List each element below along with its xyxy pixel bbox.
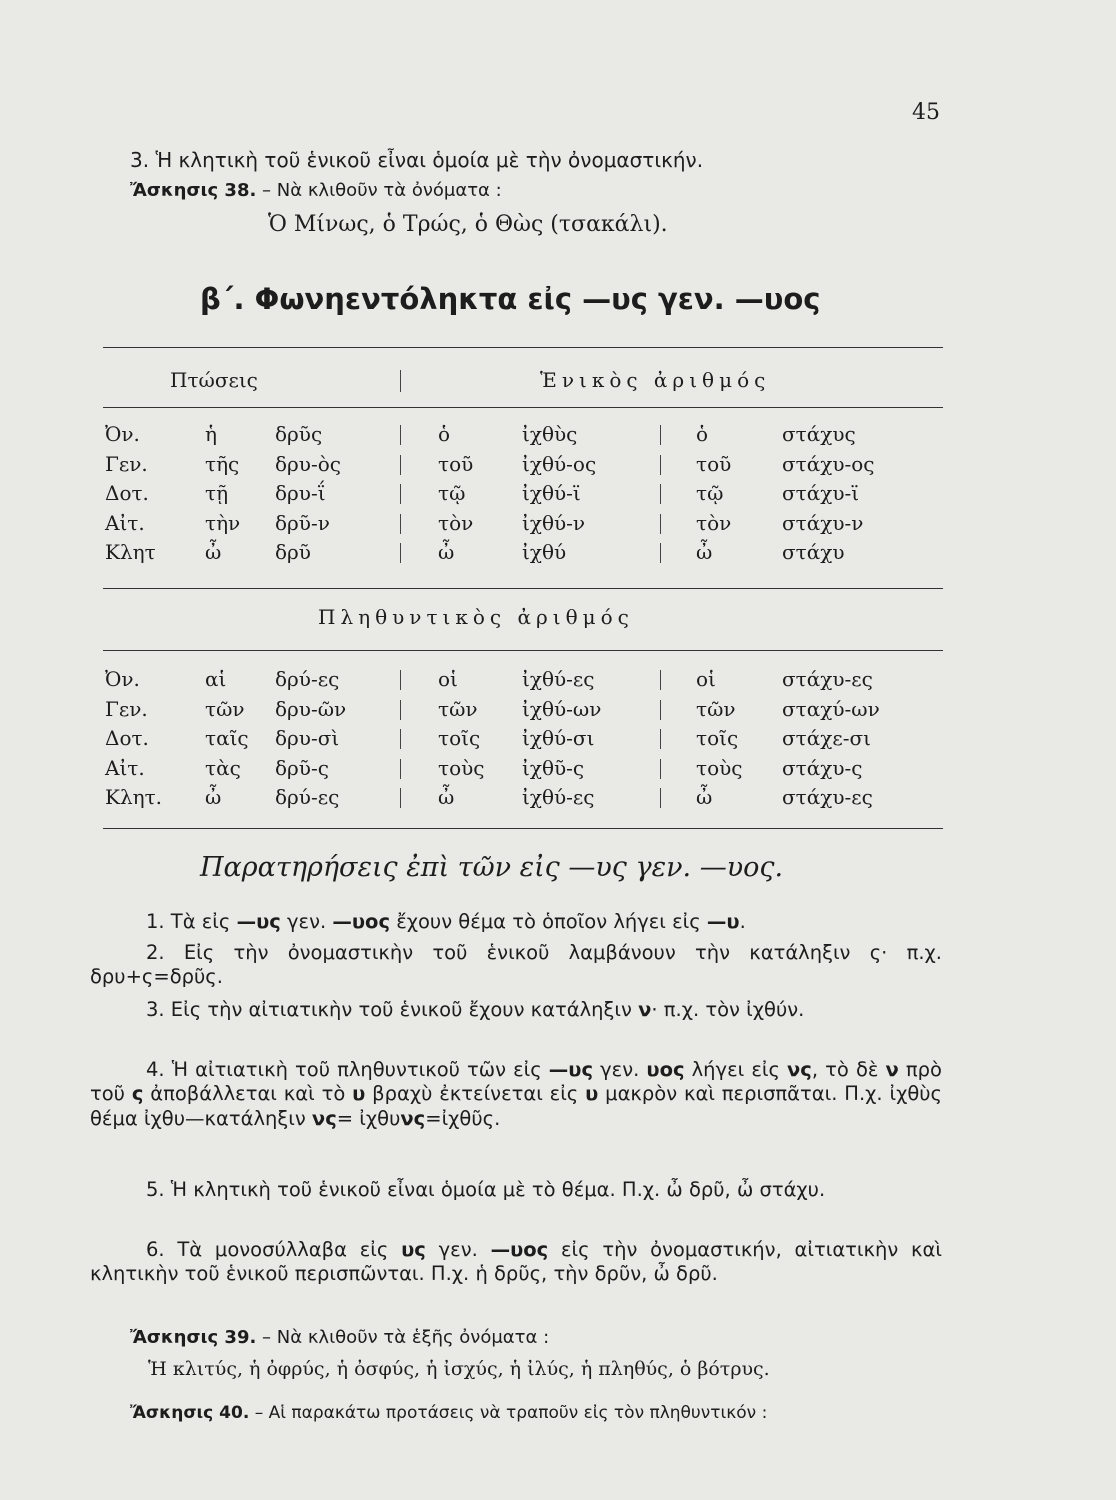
- note-4-text-g: βραχὺ ἐκτείνεται εἰς: [365, 1082, 586, 1106]
- note-4-ending-h: νς: [311, 1106, 337, 1130]
- plural-row-3-word-3: στάχε-σι: [782, 726, 871, 750]
- note-4-text-b: γεν.: [593, 1058, 647, 1081]
- plural-row-5-separator-2: [660, 788, 661, 808]
- note-4-text-h: μακρὸν καὶ περισπᾶται. Π.χ. ἰχθὺς θέμα ἰχθυ—κατάληξιν: [90, 1082, 942, 1130]
- plural-row-2-word-3: σταχύ-ων: [782, 696, 880, 721]
- singular-row-1-word-2: ἰχθὺς: [522, 422, 578, 446]
- singular-row-5-separator-2: [660, 543, 661, 563]
- plural-row-3-article-3: τοῖς: [696, 726, 739, 750]
- singular-row-2-article-1: τῆς: [205, 451, 240, 476]
- note-4-text-f: ἀποβάλλεται καὶ τὸ: [143, 1082, 353, 1106]
- singular-row-2-separator-2: [660, 455, 661, 475]
- note-4-ending-b: υος: [646, 1058, 685, 1081]
- singular-row-1-article-2: ὁ: [438, 422, 451, 446]
- plural-row-1-separator-1: [400, 670, 401, 690]
- plural-row-4-article-3: τοὺς: [696, 755, 743, 780]
- singular-row-5-article-2: ὦ: [438, 540, 455, 564]
- note-1: [130, 910, 942, 934]
- plural-row-2-separator-1: [400, 700, 401, 720]
- note-1-text-c: ἔχουν θέμα τὸ ὁποῖον λήγει εἰς: [390, 910, 707, 933]
- plural-row-1-word-3: στάχυ-ες: [782, 667, 873, 691]
- singular-row-4-separator-1: [400, 514, 401, 534]
- note-6: [90, 1238, 942, 1287]
- table-rule-top: [103, 347, 943, 348]
- note-4-ending-g: υ: [585, 1082, 599, 1106]
- singular-row-1-word-3: στάχυς: [782, 422, 856, 446]
- note-4-ending-f: υ: [352, 1082, 366, 1106]
- singular-row-3-word-2: ἰχθύ-ϊ: [522, 481, 581, 505]
- plural-row-5-article-3: ὦ: [696, 785, 713, 809]
- singular-row-2-article-3: τοῦ: [696, 451, 732, 476]
- singular-row-2-article-2: τοῦ: [438, 451, 474, 476]
- note-1-ending-c: —υ: [706, 910, 740, 933]
- singular-row-1-separator-2: [660, 425, 661, 445]
- exercise-38-words: Ὁ Μίνως, ὁ Τρώς, ὁ Θὼς (τσακάλι).: [268, 212, 668, 237]
- note-4-ending-d: ν: [885, 1058, 899, 1081]
- section-heading: β΄. Φωνηεντόληκτα εἰς —υς γεν. —υος: [200, 282, 821, 316]
- singular-row-5-word-3: στάχυ: [782, 540, 845, 564]
- note-4-text-d: , τὸ δὲ: [811, 1058, 886, 1081]
- singular-row-4-article-2: τὸν: [438, 510, 474, 535]
- singular-row-4-case: Αἰτ.: [105, 510, 145, 535]
- plural-row-3-word-1: δρυ-σὶ: [275, 726, 340, 750]
- note-6-ending-a: υς: [401, 1238, 426, 1261]
- exercise-39-words: Ἡ κλιτύς, ἡ ὀφρύς, ἡ ὀσφύς, ἡ ἰσχύς, ἡ ἰλύς, ἡ πληθύς, ὁ βότρυς.: [148, 1358, 770, 1380]
- plural-row-5-word-1: δρύ-ες: [275, 785, 340, 809]
- plural-row-2-separator-2: [660, 700, 661, 720]
- plural-row-1-word-2: ἰχθύ-ες: [522, 667, 595, 691]
- plural-row-5-article-1: ὦ: [205, 785, 222, 809]
- plural-row-1-article-3: οἱ: [696, 667, 716, 691]
- singular-row-2-separator-1: [400, 455, 401, 475]
- plural-row-3-separator-1: [400, 729, 401, 749]
- note-4-ending-e: ς: [131, 1082, 144, 1106]
- plural-row-5-word-2: ἰχθύ-ες: [522, 785, 595, 809]
- note-4-ending-i: νς: [400, 1106, 426, 1130]
- singular-row-1-case: Ὀν.: [105, 422, 140, 446]
- plural-row-3-case: Δοτ.: [105, 726, 149, 750]
- note-3-text-b: · π.χ. τὸν ἰχθύν.: [651, 998, 805, 1021]
- plural-row-1-separator-2: [660, 670, 661, 690]
- table-rule-middle: [103, 588, 943, 589]
- exercise-39-label: Ἄσκησις 39.: [130, 1327, 257, 1348]
- note-4: [90, 1058, 942, 1131]
- note-6-text-a: 6. Τὰ μονοσύλλαβα εἰς: [146, 1238, 402, 1261]
- note-4-text-a: 4. Ἡ αἰτιατικὴ τοῦ πληθυντικοῦ τῶν εἰς: [146, 1058, 549, 1081]
- exercise-39: [130, 1327, 549, 1348]
- singular-row-3-article-2: τῷ: [438, 481, 466, 505]
- header-cases: Πτώσεις: [170, 368, 258, 392]
- exercise-38-instructions: – Νὰ κλιθοῦν τὰ ὀνόματα :: [262, 180, 502, 201]
- exercise-40: [130, 1403, 767, 1423]
- note-1-text-a: 1. Τὰ εἰς: [146, 910, 237, 933]
- plural-row-5-case: Κλητ.: [105, 785, 163, 809]
- plural-row-4-word-1: δρῦ-ς: [275, 755, 329, 780]
- singular-row-3-separator-1: [400, 484, 401, 504]
- singular-row-1-article-3: ὁ: [696, 422, 709, 446]
- singular-row-2-word-3: στάχυ-ος: [782, 451, 875, 476]
- singular-row-2-word-1: δρυ-ὸς: [275, 451, 341, 476]
- plural-row-2-article-2: τῶν: [438, 696, 478, 721]
- plural-row-1-case: Ὀν.: [105, 667, 140, 691]
- plural-row-4-article-2: τοὺς: [438, 755, 485, 780]
- singular-row-1-word-1: δρῦς: [275, 422, 323, 446]
- singular-row-3-case: Δοτ.: [105, 481, 149, 505]
- note-1-ending-b: —υος: [332, 910, 390, 933]
- exercise-40-label: Ἄσκησις 40.: [130, 1403, 250, 1423]
- plural-row-2-word-2: ἰχθύ-ων: [522, 696, 602, 721]
- plural-row-4-word-2: ἰχθῦ-ς: [522, 755, 585, 780]
- observations-heading: Παρατηρήσεις ἐπὶ τῶν εἰς —υς γεν. —υος.: [200, 852, 784, 883]
- note-4-text-c: λήγει εἰς: [684, 1058, 788, 1081]
- plural-row-2-article-1: τῶν: [205, 696, 245, 721]
- singular-row-2-word-2: ἰχθύ-ος: [522, 451, 597, 476]
- table-rule-bottom: [103, 828, 943, 829]
- singular-row-1-separator-1: [400, 425, 401, 445]
- singular-row-4-word-3: στάχυ-ν: [782, 510, 864, 535]
- plural-row-4-word-3: στάχυ-ς: [782, 755, 863, 780]
- note-4-ending-a: —υς: [548, 1058, 594, 1081]
- plural-row-5-separator-1: [400, 788, 401, 808]
- plural-row-3-word-2: ἰχθύ-σι: [522, 726, 595, 750]
- plural-row-4-article-1: τὰς: [205, 755, 241, 780]
- header-plural: Πληθυντικὸς ἀριθμός: [318, 605, 634, 629]
- plural-row-2-word-1: δρυ-ῶν: [275, 696, 347, 721]
- note-4-text-i: = ἰχθυ: [336, 1106, 401, 1130]
- plural-row-2-article-3: τῶν: [696, 696, 736, 721]
- exercise-38: [130, 180, 502, 201]
- plural-row-3-article-1: ταῖς: [205, 726, 249, 750]
- singular-row-4-word-2: ἰχθύ-ν: [522, 510, 586, 535]
- singular-row-5-word-1: δρῦ: [275, 540, 311, 564]
- note-1-ending-a: —υς: [236, 910, 281, 933]
- exercise-40-instructions: – Αἱ παρακάτω προτάσεις νὰ τραποῦν εἰς τὸν πληθυντικόν :: [254, 1403, 768, 1423]
- exercise-39-instructions: – Νὰ κλιθοῦν τὰ ἑξῆς ὀνόματα :: [262, 1327, 550, 1348]
- note-6-text-c: εἰς τὴν ὀνομαστικήν, αἰτιατικὴν καὶ κλητικὴν τοῦ ἑνικοῦ περισπῶνται. Π.χ. ἡ δρῦς, τὴν δρῦν, ὦ δρῦ.: [90, 1238, 942, 1286]
- singular-row-3-article-3: τῷ: [696, 481, 724, 505]
- plural-row-2-case: Γεν.: [105, 696, 148, 721]
- singular-row-4-article-1: τὴν: [205, 510, 241, 535]
- note-5: 5. Ἡ κλητικὴ τοῦ ἑνικοῦ εἶναι ὁμοία μὲ τὸ θέμα. Π.χ. ὦ δρῦ, ὦ στάχυ.: [146, 1178, 826, 1201]
- note-4-ending-c: νς: [787, 1058, 812, 1081]
- singular-row-3-article-1: τῇ: [205, 481, 229, 505]
- singular-row-1-article-1: ἡ: [205, 422, 217, 446]
- plural-row-1-article-2: οἱ: [438, 667, 458, 691]
- singular-row-4-article-3: τὸν: [696, 510, 732, 535]
- singular-row-2-case: Γεν.: [105, 451, 148, 476]
- note-4-text-j: =ἰχθῦς.: [425, 1106, 501, 1130]
- page-number: 45: [912, 100, 940, 125]
- plural-row-4-separator-2: [660, 759, 661, 779]
- singular-row-5-word-2: ἰχθύ: [522, 540, 567, 564]
- exercise-38-label: Ἄσκησις 38.: [130, 180, 257, 201]
- singular-row-5-case: Κλητ: [105, 540, 156, 564]
- singular-row-4-word-1: δρῦ-ν: [275, 510, 330, 535]
- plural-row-1-article-1: αἱ: [205, 667, 227, 691]
- note-4-text-e: πρὸ τοῦ: [90, 1058, 942, 1106]
- note-1-text-b: γεν.: [280, 910, 333, 933]
- note-3-text-a: 3. Εἰς τὴν αἰτιατικὴν τοῦ ἑνικοῦ ἔχουν κατάληξιν: [146, 998, 639, 1021]
- singular-row-3-word-1: δρυ-ΐ: [275, 481, 326, 505]
- header-separator: [400, 370, 401, 392]
- table-rule-plural: [103, 650, 943, 651]
- plural-row-5-article-2: ὦ: [438, 785, 455, 809]
- singular-row-5-separator-1: [400, 543, 401, 563]
- plural-row-3-separator-2: [660, 729, 661, 749]
- note-3-ending: ν: [638, 998, 652, 1021]
- table-rule-header: [103, 407, 943, 408]
- plural-row-3-article-2: τοῖς: [438, 726, 481, 750]
- note-6-ending-b: —υος: [490, 1238, 549, 1261]
- header-singular: Ἑνικὸς ἀριθμός: [540, 368, 771, 392]
- note-6-text-b: γεν.: [425, 1238, 491, 1261]
- note-3: [90, 998, 942, 1022]
- singular-row-3-separator-2: [660, 484, 661, 504]
- plural-row-4-separator-1: [400, 759, 401, 779]
- singular-row-5-article-3: ὦ: [696, 540, 713, 564]
- plural-row-4-case: Αἰτ.: [105, 755, 145, 780]
- rule-3-text: 3. Ἡ κλητικὴ τοῦ ἑνικοῦ εἶναι ὁμοία μὲ τὴν ὀνομαστικήν.: [130, 148, 704, 172]
- plural-row-1-word-1: δρύ-ες: [275, 667, 340, 691]
- note-1-text-d: .: [739, 910, 746, 933]
- singular-row-5-article-1: ὦ: [205, 540, 222, 564]
- plural-row-5-word-3: στάχυ-ες: [782, 785, 873, 809]
- note-2: 2. Εἰς τὴν ὀνομαστικὴν τοῦ ἑνικοῦ λαμβάνουν τὴν κατάληξιν ς· π.χ. δρυ+ς=δρῦς.: [90, 941, 942, 989]
- singular-row-3-word-3: στάχυ-ϊ: [782, 481, 860, 505]
- singular-row-4-separator-2: [660, 514, 661, 534]
